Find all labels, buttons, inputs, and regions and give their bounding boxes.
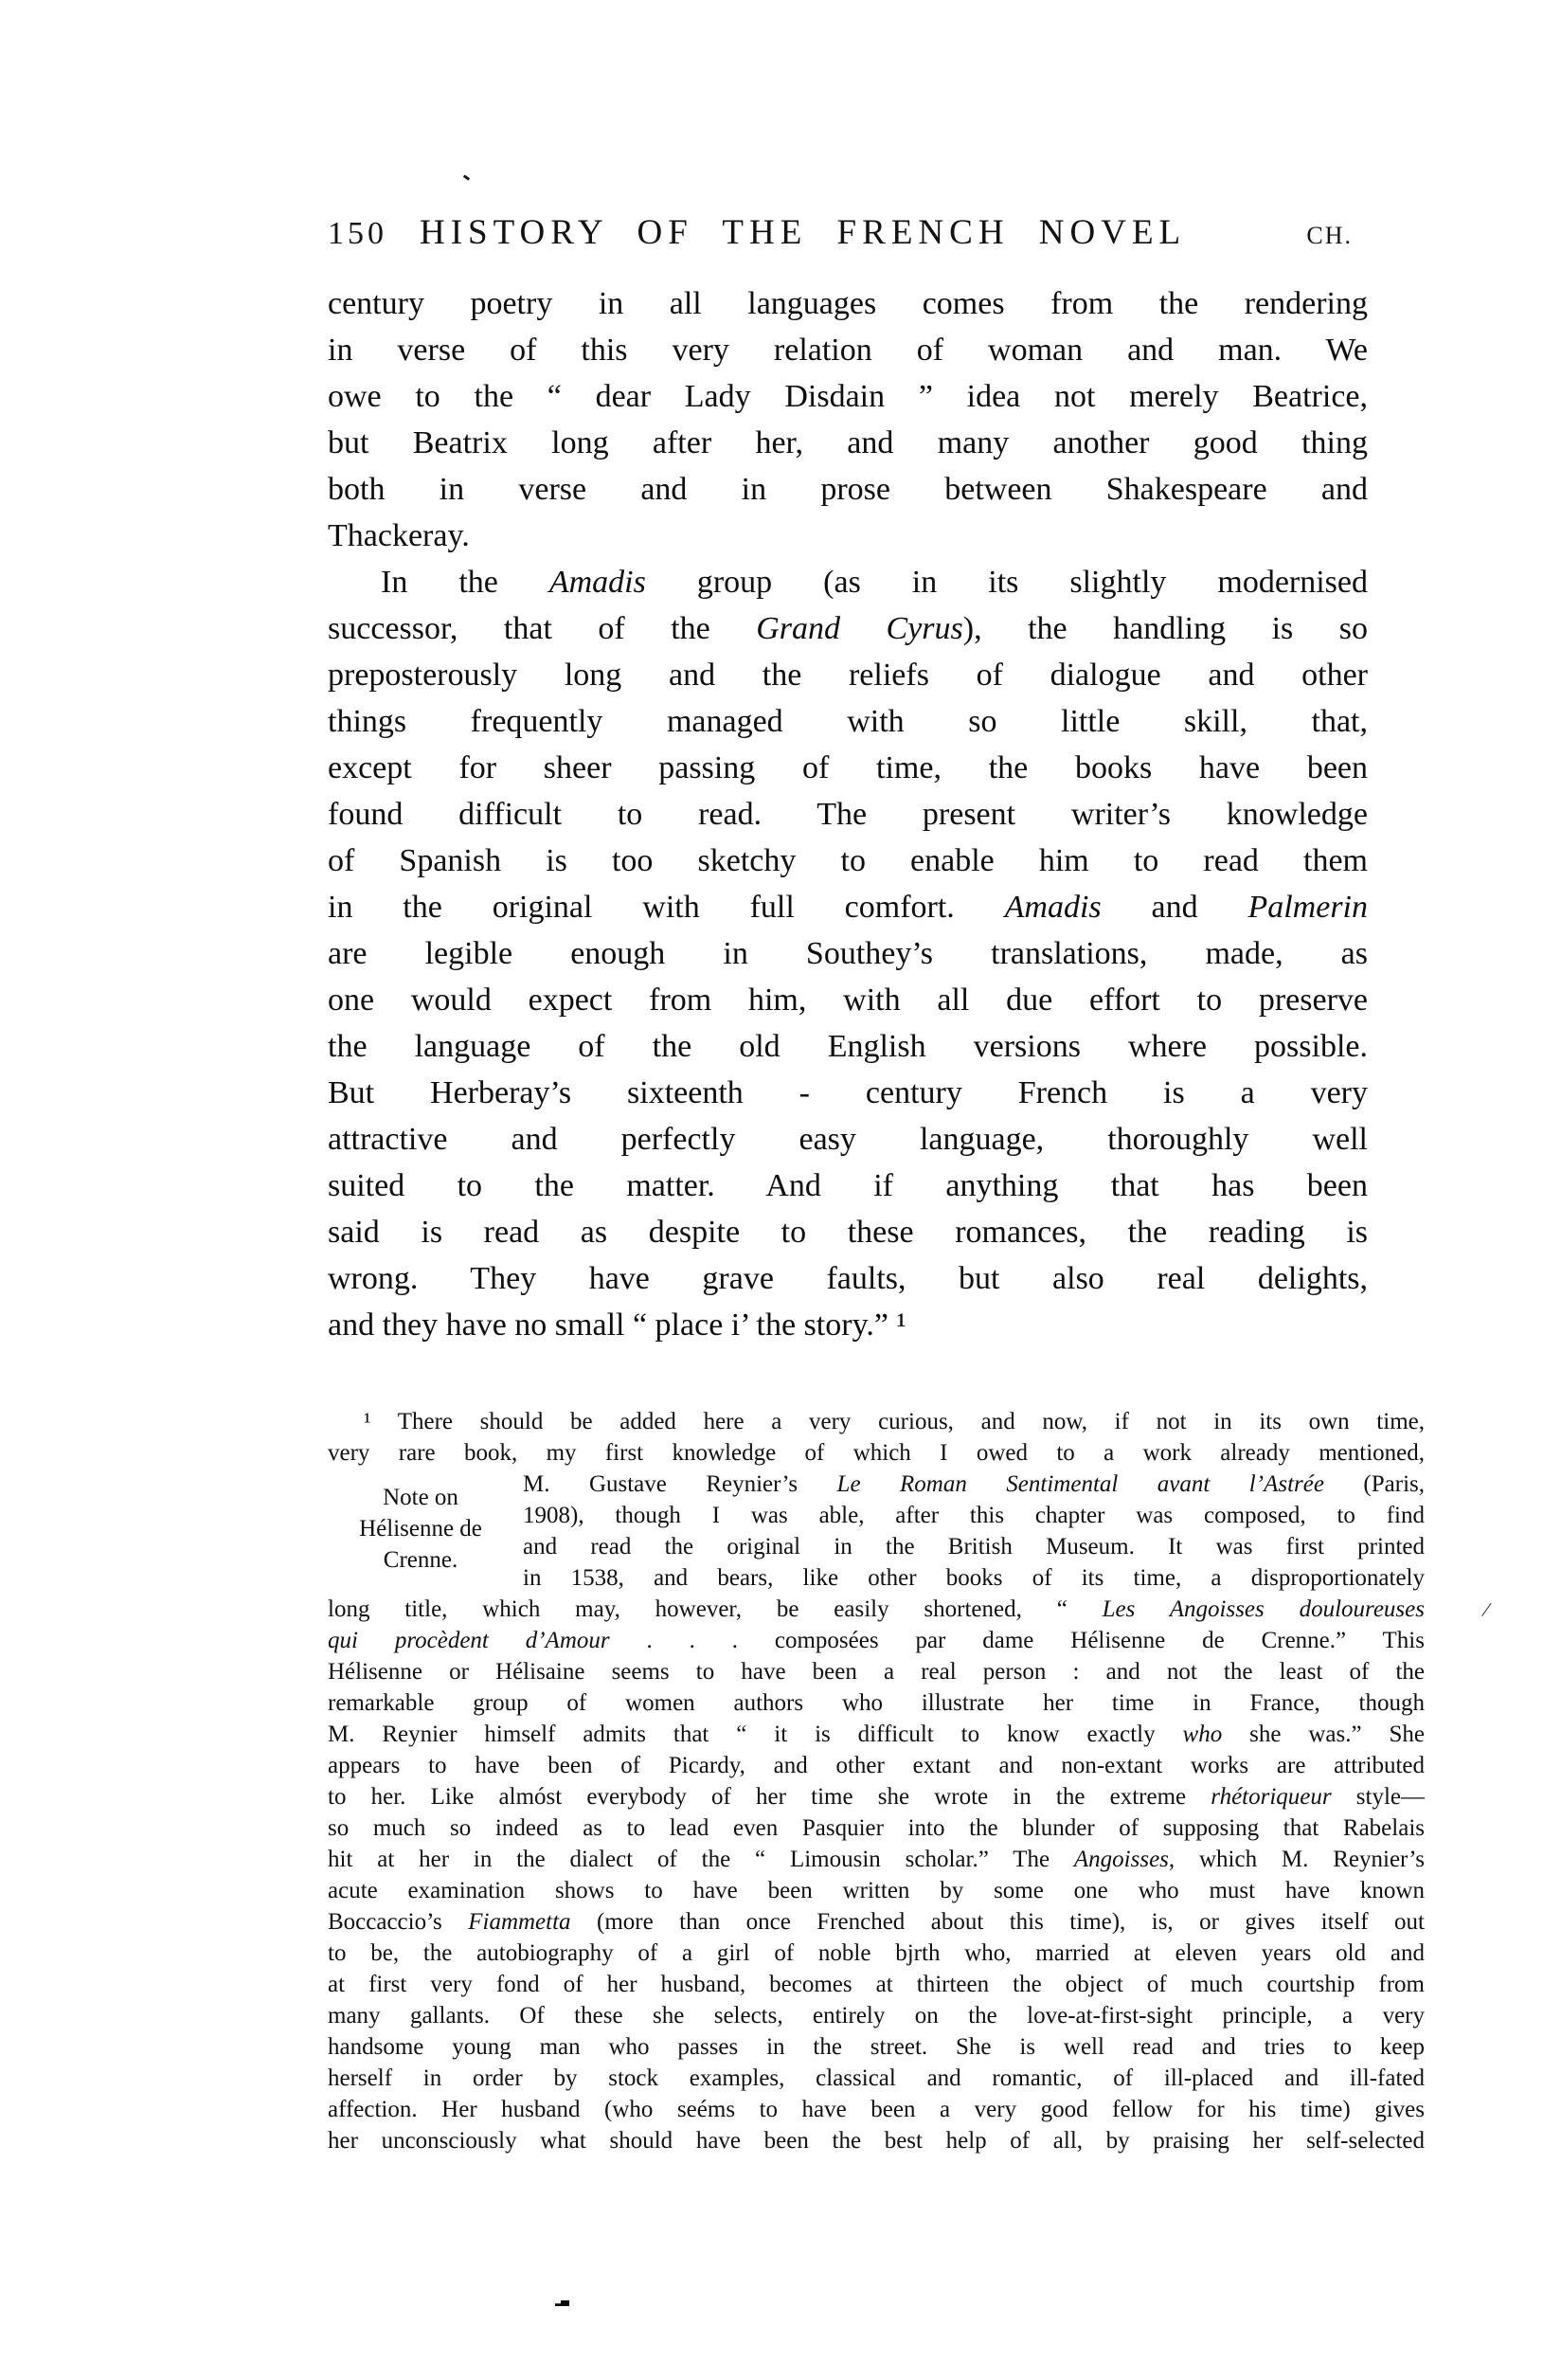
body-line: in verse of this very relation of woman and man. We — [328, 333, 1368, 368]
marginal-note-line: Hélisenne de — [359, 1516, 482, 1542]
body-line: but Beatrix long after her, and many another good thing — [328, 425, 1368, 460]
body-line: In the Amadis group (as in its slightly modernised — [381, 565, 1369, 600]
running-head — [328, 212, 1353, 253]
footnote-line: appears to have been of Picardy, and other extant and non-extant works are attributed — [328, 1753, 1425, 1778]
footnote-line: M. Reynier himself admits that “ it is difficult to know exactly who she was.” She — [328, 1722, 1425, 1747]
footnote-line: to her. Like almóst everybody of her time she wrote in the extreme rhétoriqueur style— — [328, 1784, 1426, 1810]
footnote-line: qui procèdent d’Amour . . . composées par dame Hélisenne de Crenne.” This — [328, 1628, 1425, 1653]
footnote-line: many gallants. Of these she selects, entirely on the love-at-first-sight principle, a very — [328, 2003, 1425, 2028]
body-line: Thackeray. — [328, 518, 470, 553]
footnote-line: and read the original in the British Museum. It was first printed — [523, 1534, 1425, 1560]
body-line: things frequently managed with so little skill, that, — [328, 704, 1368, 739]
body-line: except for sheer passing of time, the books have been — [328, 750, 1368, 785]
footnote-line: in 1538, and bears, like other books of its time, a disproportionately — [523, 1565, 1425, 1591]
footnote-line: affection. Her husband (who seéms to have been a very good fellow for his time) gives — [328, 2097, 1425, 2122]
footnote-line: 1908), though I was able, after this chapter was composed, to find — [523, 1503, 1425, 1528]
body-line: said is read as despite to these romances, the reading is — [328, 1215, 1368, 1250]
ink-dash-mark — [555, 2300, 569, 2306]
body-line: century poetry in all languages comes from the rendering — [328, 286, 1368, 321]
footnote-line: her unconsciously what should have been the best help of all, by praising her self-selected — [328, 2128, 1425, 2154]
footnote-line: long title, which may, however, be easily shortened, “ Les Angoisses douloureuses — [328, 1596, 1425, 1622]
footnote-line: hit at her in the dialect of the “ Limousin scholar.” The Angoisses, which M. Reynier’s — [328, 1847, 1425, 1872]
footnote-line: Boccaccio’s Fiammetta (more than once Frenched about this time), is, or gives itself out — [328, 1909, 1425, 1935]
body-line: the language of the old English versions where possible. — [328, 1029, 1368, 1064]
footnote-line: very rare book, my first knowledge of which I owed to a work already mentioned, — [328, 1440, 1425, 1466]
footnote-line: herself in order by stock examples, classical and romantic, of ill-placed and ill-fated — [328, 2065, 1425, 2091]
page-title: HISTORY OF THE FRENCH NOVEL — [420, 213, 1187, 252]
body-line: successor, that of the Grand Cyrus), the handling is so — [328, 611, 1368, 646]
body-line: owe to the “ dear Lady Disdain ” idea not merely Beatrice, — [328, 379, 1368, 414]
body-line: attractive and perfectly easy language, thoroughly well — [328, 1122, 1368, 1157]
footnote-line: remarkable group of women authors who illustrate her time in France, though — [328, 1690, 1425, 1716]
body-line: in the original with full comfort. Amadis and Palmerin — [328, 890, 1369, 925]
footnote-line: acute examination shows to have been written by some one who must have known — [328, 1878, 1425, 1903]
body-line: and they have no small “ place i’ the story.” ¹ — [328, 1307, 906, 1343]
body-line: But Herberay’s sixteenth - century French is a very — [328, 1075, 1368, 1110]
footnote-line: to be, the autobiography of a girl of noble bjrth who, married at eleven years old and — [328, 1940, 1425, 1966]
page-number: 150 — [328, 216, 387, 251]
body-line: of Spanish is too sketchy to enable him to read them — [328, 843, 1368, 878]
ink-speck-mark — [463, 174, 470, 180]
body-line: are legible enough in Southey’s translations, made, as — [328, 936, 1368, 971]
footnote-line: at first very fond of her husband, becomes at thirteen the object of much courtship from — [328, 1972, 1425, 1997]
chapter-abbrev: CH. — [1306, 222, 1353, 249]
margin-slash-mark: / — [1481, 1596, 1491, 1622]
footnote-line: M. Gustave Reynier’s Le Roman Sentimental avant l’Astrée (Paris, — [523, 1471, 1425, 1497]
body-line: wrong. They have grave faults, but also real delights, — [328, 1261, 1368, 1296]
body-line: one would expect from him, with all due effort to preserve — [328, 983, 1368, 1018]
footnote-line: Hélisenne or Hélisaine seems to have been a real person : and not the least of the — [328, 1659, 1425, 1685]
footnote-line: so much so indeed as to lead even Pasquier into the blunder of supposing that Rabelais — [328, 1815, 1425, 1841]
body-line: found difficult to read. The present writer’s knowledge — [328, 797, 1368, 832]
body-line: suited to the matter. And if anything that has been — [328, 1168, 1368, 1203]
marginal-note — [328, 1482, 513, 1576]
footnote — [328, 1406, 1425, 2156]
body-text — [328, 280, 1368, 1348]
footnote-line: handsome young man who passes in the street. She is well read and tries to keep — [328, 2034, 1425, 2060]
footnote-line: ¹ There should be added here a very curious, and now, if not in its own time, — [364, 1409, 1425, 1434]
marginal-note-line: Note on — [383, 1485, 458, 1510]
body-line: both in verse and in prose between Shakespeare and — [328, 472, 1368, 507]
body-line: preposterously long and the reliefs of dialogue and other — [328, 658, 1368, 693]
marginal-note-line: Crenne. — [383, 1547, 458, 1573]
